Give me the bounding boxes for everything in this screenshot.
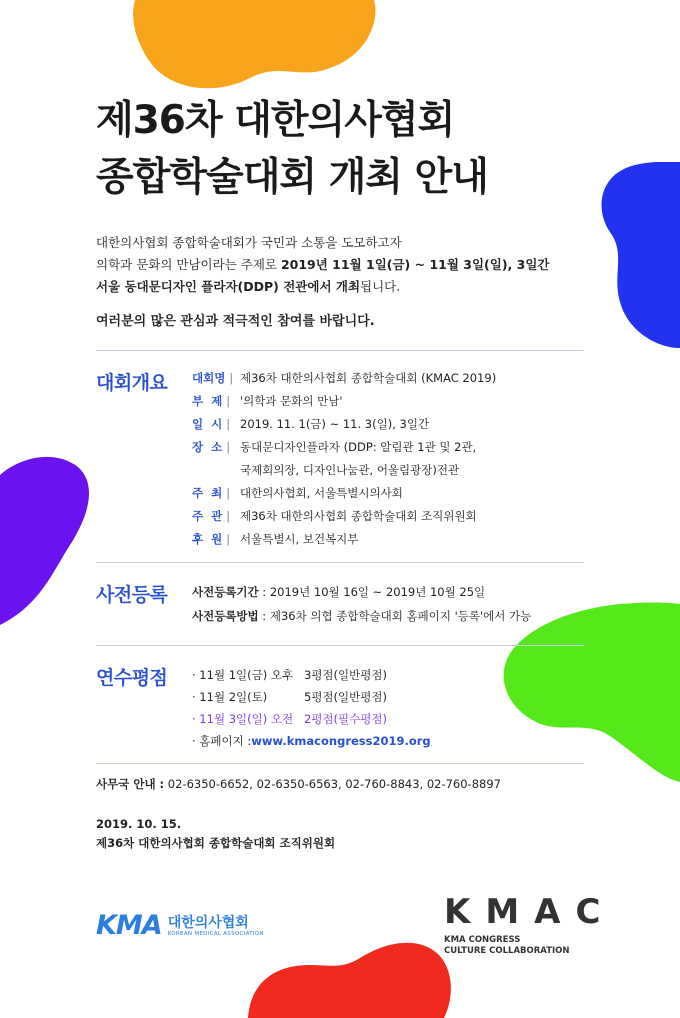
credit-points: 3평점(일반평점)	[304, 668, 387, 682]
overview-row	[192, 367, 496, 390]
homepage-label: · 홈페이지 :	[192, 734, 252, 748]
overview-label: 장 소 |	[192, 440, 231, 454]
credit-row	[192, 686, 431, 708]
overview-label: 일 시 |	[192, 417, 231, 431]
intro-venue: 서울 동대문디자인 플라자(DDP) 전관에서 개최	[96, 279, 361, 294]
divider	[96, 645, 584, 646]
credit-row	[192, 664, 431, 686]
registration-method: 사전등록방법 : 제36차 의협 종합학술대회 홈페이지 '등록'에서 가능	[192, 609, 532, 623]
overview-value: 2019. 11. 1(금) ~ 11. 3(일), 3일간	[240, 417, 430, 431]
issue-date: 2019. 10. 15.	[96, 817, 182, 831]
overview-row	[192, 413, 496, 436]
intro-line-3	[96, 276, 576, 298]
kma-logo-korean: 대한의사협회	[167, 914, 249, 931]
kmac-logo-mark: KMAC	[444, 892, 616, 932]
intro-line-2	[96, 254, 576, 276]
green-blob	[490, 602, 680, 782]
overview-row	[192, 459, 496, 482]
overview-value: 동대문디자인플라자 (DDP: 알림관 1관 및 2관,	[240, 440, 477, 454]
intro-paragraph	[96, 232, 576, 298]
registration-info	[192, 580, 531, 628]
page-title	[96, 92, 488, 206]
kma-logo-mark: KMA	[96, 910, 162, 941]
overview-label: 후 원 |	[192, 532, 231, 546]
homepage-row	[192, 730, 431, 752]
blue-blob	[588, 162, 680, 348]
overview-value: 대한의사협회, 서울특별시의사회	[240, 486, 403, 500]
issuing-org: 제36차 대한의사협회 종합학술대회 조직위원회	[96, 836, 336, 850]
office-contact	[96, 776, 501, 792]
overview-value: 서울특별시, 보건복지부	[240, 532, 359, 546]
title-line-1: 제36차 대한의사협회	[96, 98, 455, 143]
office-phones: 02-6350-6652, 02-6350-6563, 02-760-8843, 02-760-8897	[164, 777, 501, 791]
red-blob	[248, 938, 458, 1018]
credit-points: 2평점(필수평점)	[304, 712, 387, 726]
kmac-logo-line-1: KMA CONGRESS	[444, 935, 521, 945]
kmac-logo	[444, 892, 615, 957]
credit-day: · 11월 2일(토)	[192, 690, 268, 704]
invitation-text: 여러분의 많은 관심과 적극적인 참여를 바랍니다.	[96, 314, 375, 329]
registration-heading: 사전등록	[96, 584, 168, 606]
homepage-link[interactable]: www.kmacongress2019.org	[251, 734, 431, 748]
overview-label: 부 제 |	[192, 394, 231, 408]
title-line-2: 종합학술대회 개최 안내	[96, 155, 488, 200]
divider	[96, 763, 584, 764]
credit-day: · 11월 3일(일) 오전	[192, 712, 294, 726]
overview-row	[192, 436, 496, 459]
intro-line-1: 대한의사협회 종합학술대회가 국민과 소통을 도모하고자	[96, 235, 402, 250]
credit-row-required	[192, 708, 431, 730]
divider	[96, 562, 584, 563]
overview-row	[192, 505, 496, 528]
overview-label: 주 최 |	[192, 486, 231, 500]
office-label: 사무국 안내 :	[96, 777, 165, 791]
overview-row	[192, 528, 496, 551]
credits-list	[192, 664, 431, 752]
overview-label: 주 관 |	[192, 509, 231, 523]
overview-heading: 대회개요	[96, 372, 168, 394]
credit-day: · 11월 1일(금) 오후	[192, 668, 294, 682]
kma-logo-english: KOREAN MEDICAL ASSOCIATION	[167, 930, 264, 937]
intro-dates: 2019년 11월 1일(금) ~ 11월 3일(일), 3일간	[280, 257, 550, 272]
divider	[96, 350, 584, 351]
intro-line-2-text: 의학과 문화의 만남이라는 주제로	[96, 257, 281, 272]
orange-blob	[130, 0, 380, 95]
overview-label	[192, 459, 240, 482]
overview-row	[192, 482, 496, 505]
overview-value: 국제회의장, 디자인나눔관, 어울림광장)전관	[240, 463, 460, 477]
credit-points: 5평점(일반평점)	[304, 690, 387, 704]
purple-blob	[0, 455, 92, 625]
issue-info	[96, 815, 335, 853]
credits-heading: 연수평점	[96, 667, 168, 689]
overview-row	[192, 390, 496, 413]
kma-logo	[96, 910, 264, 941]
overview-list	[192, 367, 496, 551]
registration-period: 사전등록기간 : 2019년 10월 16일 ~ 2019년 10월 25일	[192, 585, 486, 599]
intro-line-3-end: 됩니다.	[360, 279, 401, 294]
overview-value: 제36차 대한의사협회 종합학술대회 조직위원회	[240, 509, 477, 523]
overview-label: 대회명 |	[192, 371, 234, 385]
overview-value: '의학과 문화의 만남'	[240, 394, 343, 408]
kmac-logo-line-2: CULTURE COLLABORATION	[444, 946, 570, 956]
overview-value: 제36차 대한의사협회 종합학술대회 (KMAC 2019)	[240, 371, 497, 385]
